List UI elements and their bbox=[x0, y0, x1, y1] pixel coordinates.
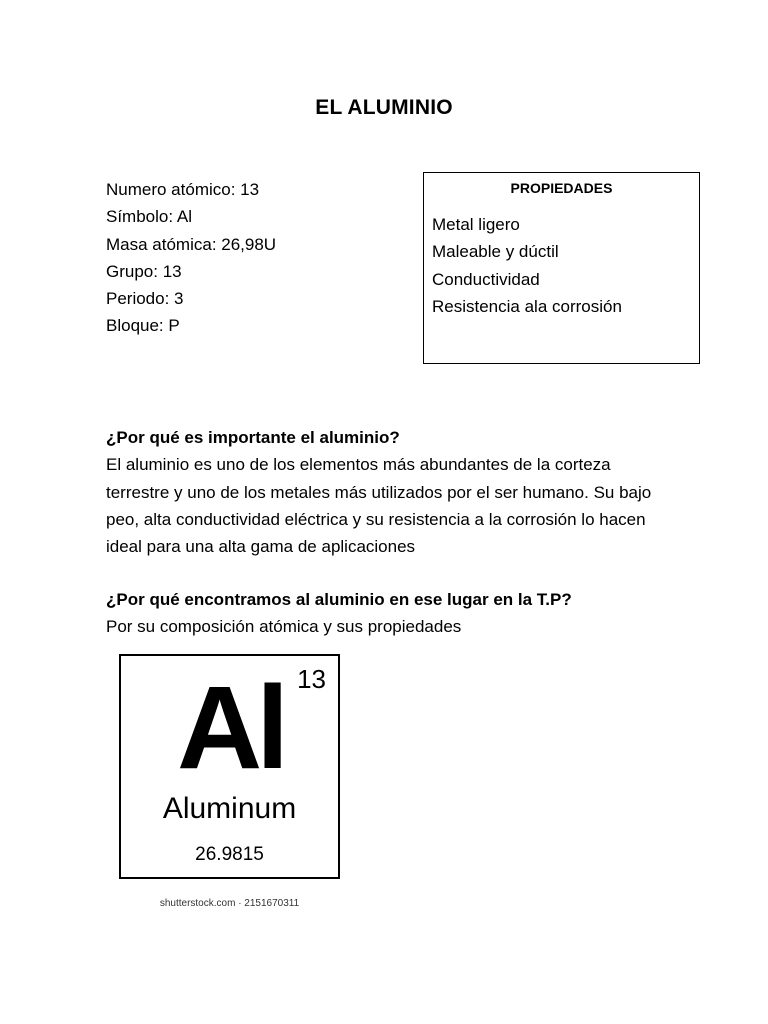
tile-element-name: Aluminum bbox=[162, 792, 297, 825]
periodic-element-tile bbox=[119, 654, 340, 879]
question-position bbox=[106, 586, 666, 641]
fact-group: Grupo: 13 bbox=[106, 261, 182, 281]
properties-box bbox=[423, 172, 700, 364]
fact-atomic-number: Numero atómico: 13 bbox=[106, 180, 260, 199]
question-answer: Por su composición atómica y sus propiedades bbox=[106, 617, 462, 637]
fact-block: Bloque: P bbox=[106, 316, 180, 336]
fact-atomic-mass: Masa atómica: 26,98U bbox=[106, 234, 277, 254]
property-item: Metal ligero bbox=[432, 215, 520, 234]
question-answer: El aluminio es uno de los elementos más abundantes de la corteza terrestre y uno de los metales más utilizados por el ser humano. Su bajo peo, alta conductividad eléctrica y su resistencia a la corrosión lo hacen ideal para una alta gama de aplicaciones bbox=[106, 455, 652, 557]
question-importance bbox=[106, 424, 666, 560]
tile-atomic-mass: 26.9815 bbox=[195, 844, 264, 865]
question-title: ¿Por qué es importante el aluminio? bbox=[106, 428, 400, 447]
property-item: Resistencia ala corrosión bbox=[432, 296, 622, 316]
fact-symbol: Símbolo: Al bbox=[106, 207, 192, 227]
property-item: Maleable y dúctil bbox=[432, 242, 559, 262]
question-title: ¿Por qué encontramos al aluminio en ese lugar en la T.P? bbox=[106, 590, 572, 609]
image-watermark: shutterstock.com · 2151670311 bbox=[159, 898, 300, 909]
fact-period: Periodo: 3 bbox=[106, 289, 184, 309]
tile-atomic-number: 13 bbox=[297, 664, 326, 694]
property-item: Conductividad bbox=[432, 269, 540, 289]
properties-list bbox=[432, 211, 622, 320]
element-facts bbox=[106, 176, 276, 340]
properties-heading: PROPIEDADES bbox=[510, 180, 613, 196]
page-title: EL ALUMINIO bbox=[315, 96, 453, 119]
tile-symbol: Al bbox=[177, 662, 283, 794]
